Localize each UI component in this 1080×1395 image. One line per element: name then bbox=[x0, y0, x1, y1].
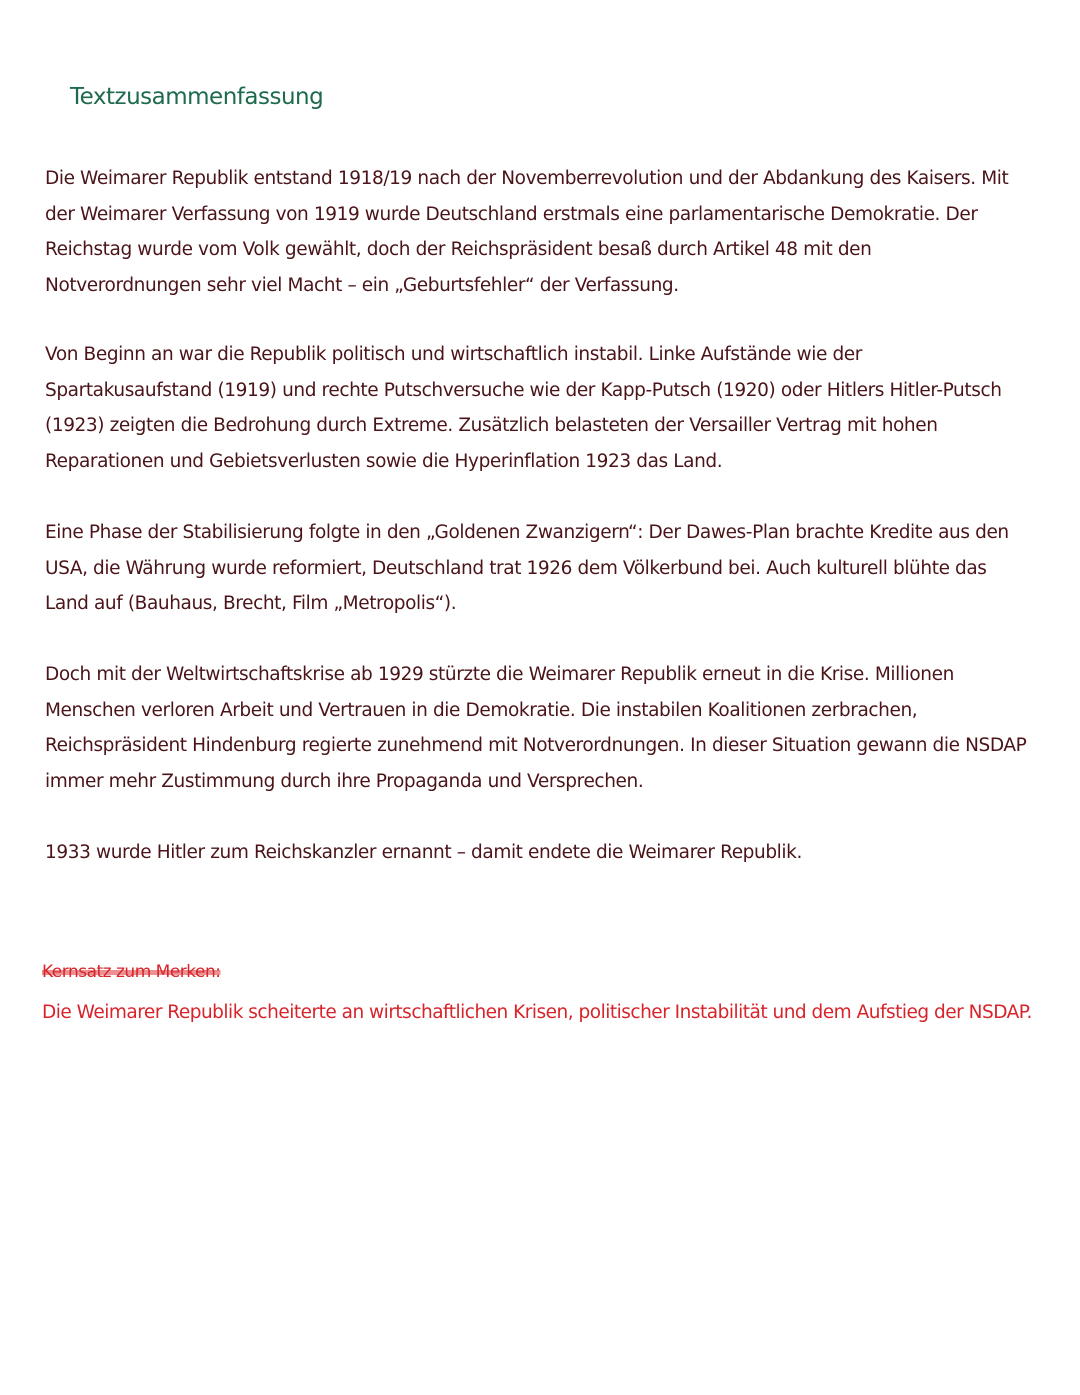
paragraph-crisis bbox=[45, 657, 1026, 799]
text-line: Reichstag wurde vom Volk gewählt, doch der Reichspräsident besaß durch Artikel 48 mit den bbox=[45, 239, 872, 260]
paragraph-instability bbox=[45, 337, 1002, 479]
text-line: der Weimarer Verfassung von 1919 wurde Deutschland erstmals eine parlamentarische Demokratie. Der bbox=[45, 203, 978, 225]
text-line: (1923) zeigten die Bedrohung durch Extreme. Zusätzlich belasteten der Versailler Vertrag mit hohen bbox=[45, 415, 938, 436]
text-line: USA, die Währung wurde reformiert, Deutschland trat 1926 dem Völkerbund bei. Auch kulturell blühte das bbox=[45, 557, 987, 579]
paragraph-end bbox=[45, 835, 802, 871]
text-line: Die Weimarer Republik entstand 1918/19 nach der Novemberrevolution und der Abdankung des Kaisers. Mit bbox=[45, 168, 1009, 189]
text-line: Doch mit der Weltwirtschaftskrise ab 1929 stürzte die Weimarer Republik erneut in die Krise. Millionen bbox=[45, 664, 954, 685]
kernsatz-label: Kernsatz zum Merken: bbox=[42, 962, 221, 982]
text-line: Menschen verloren Arbeit und Vertrauen in die Demokratie. Die instabilen Koalitionen zerbrachen, bbox=[45, 699, 918, 721]
text-line: Von Beginn an war die Republik politisch und wirtschaftlich instabil. Linke Aufstände wie der bbox=[45, 344, 862, 365]
text-line: Land auf (Bauhaus, Brecht, Film „Metropolis“). bbox=[45, 593, 457, 614]
text-line: Reichspräsident Hindenburg regierte zunehmend mit Notverordnungen. In dieser Situation gewann die NSDAP bbox=[45, 735, 1027, 756]
text-line: Reparationen und Gebietsverlusten sowie die Hyperinflation 1923 das Land. bbox=[45, 450, 723, 472]
text-line: immer mehr Zustimmung durch ihre Propaganda und Versprechen. bbox=[45, 770, 644, 792]
paragraph-stabilization bbox=[45, 515, 1009, 622]
text-line: Spartakusaufstand (1919) und rechte Putschversuche wie der Kapp-Putsch (1920) oder Hitlers Hitler-Putsch bbox=[45, 379, 1002, 401]
kernsatz-text: Die Weimarer Republik scheiterte an wirtschaftlichen Krisen, politischer Instabilität und dem Aufstieg der NSDAP. bbox=[42, 1002, 1032, 1023]
paragraph-founding bbox=[45, 161, 1008, 303]
text-line: 1933 wurde Hitler zum Reichskanzler ernannt – damit endete die Weimarer Republik. bbox=[45, 842, 802, 863]
text-line: Eine Phase der Stabilisierung folgte in den „Goldenen Zwanzigern“: Der Dawes-Plan brachte Kredite aus den bbox=[45, 522, 1009, 543]
page-title: Textzusammenfassung bbox=[70, 84, 324, 110]
text-line: Notverordnungen sehr viel Macht – ein „Geburtsfehler“ der Verfassung. bbox=[45, 274, 679, 296]
